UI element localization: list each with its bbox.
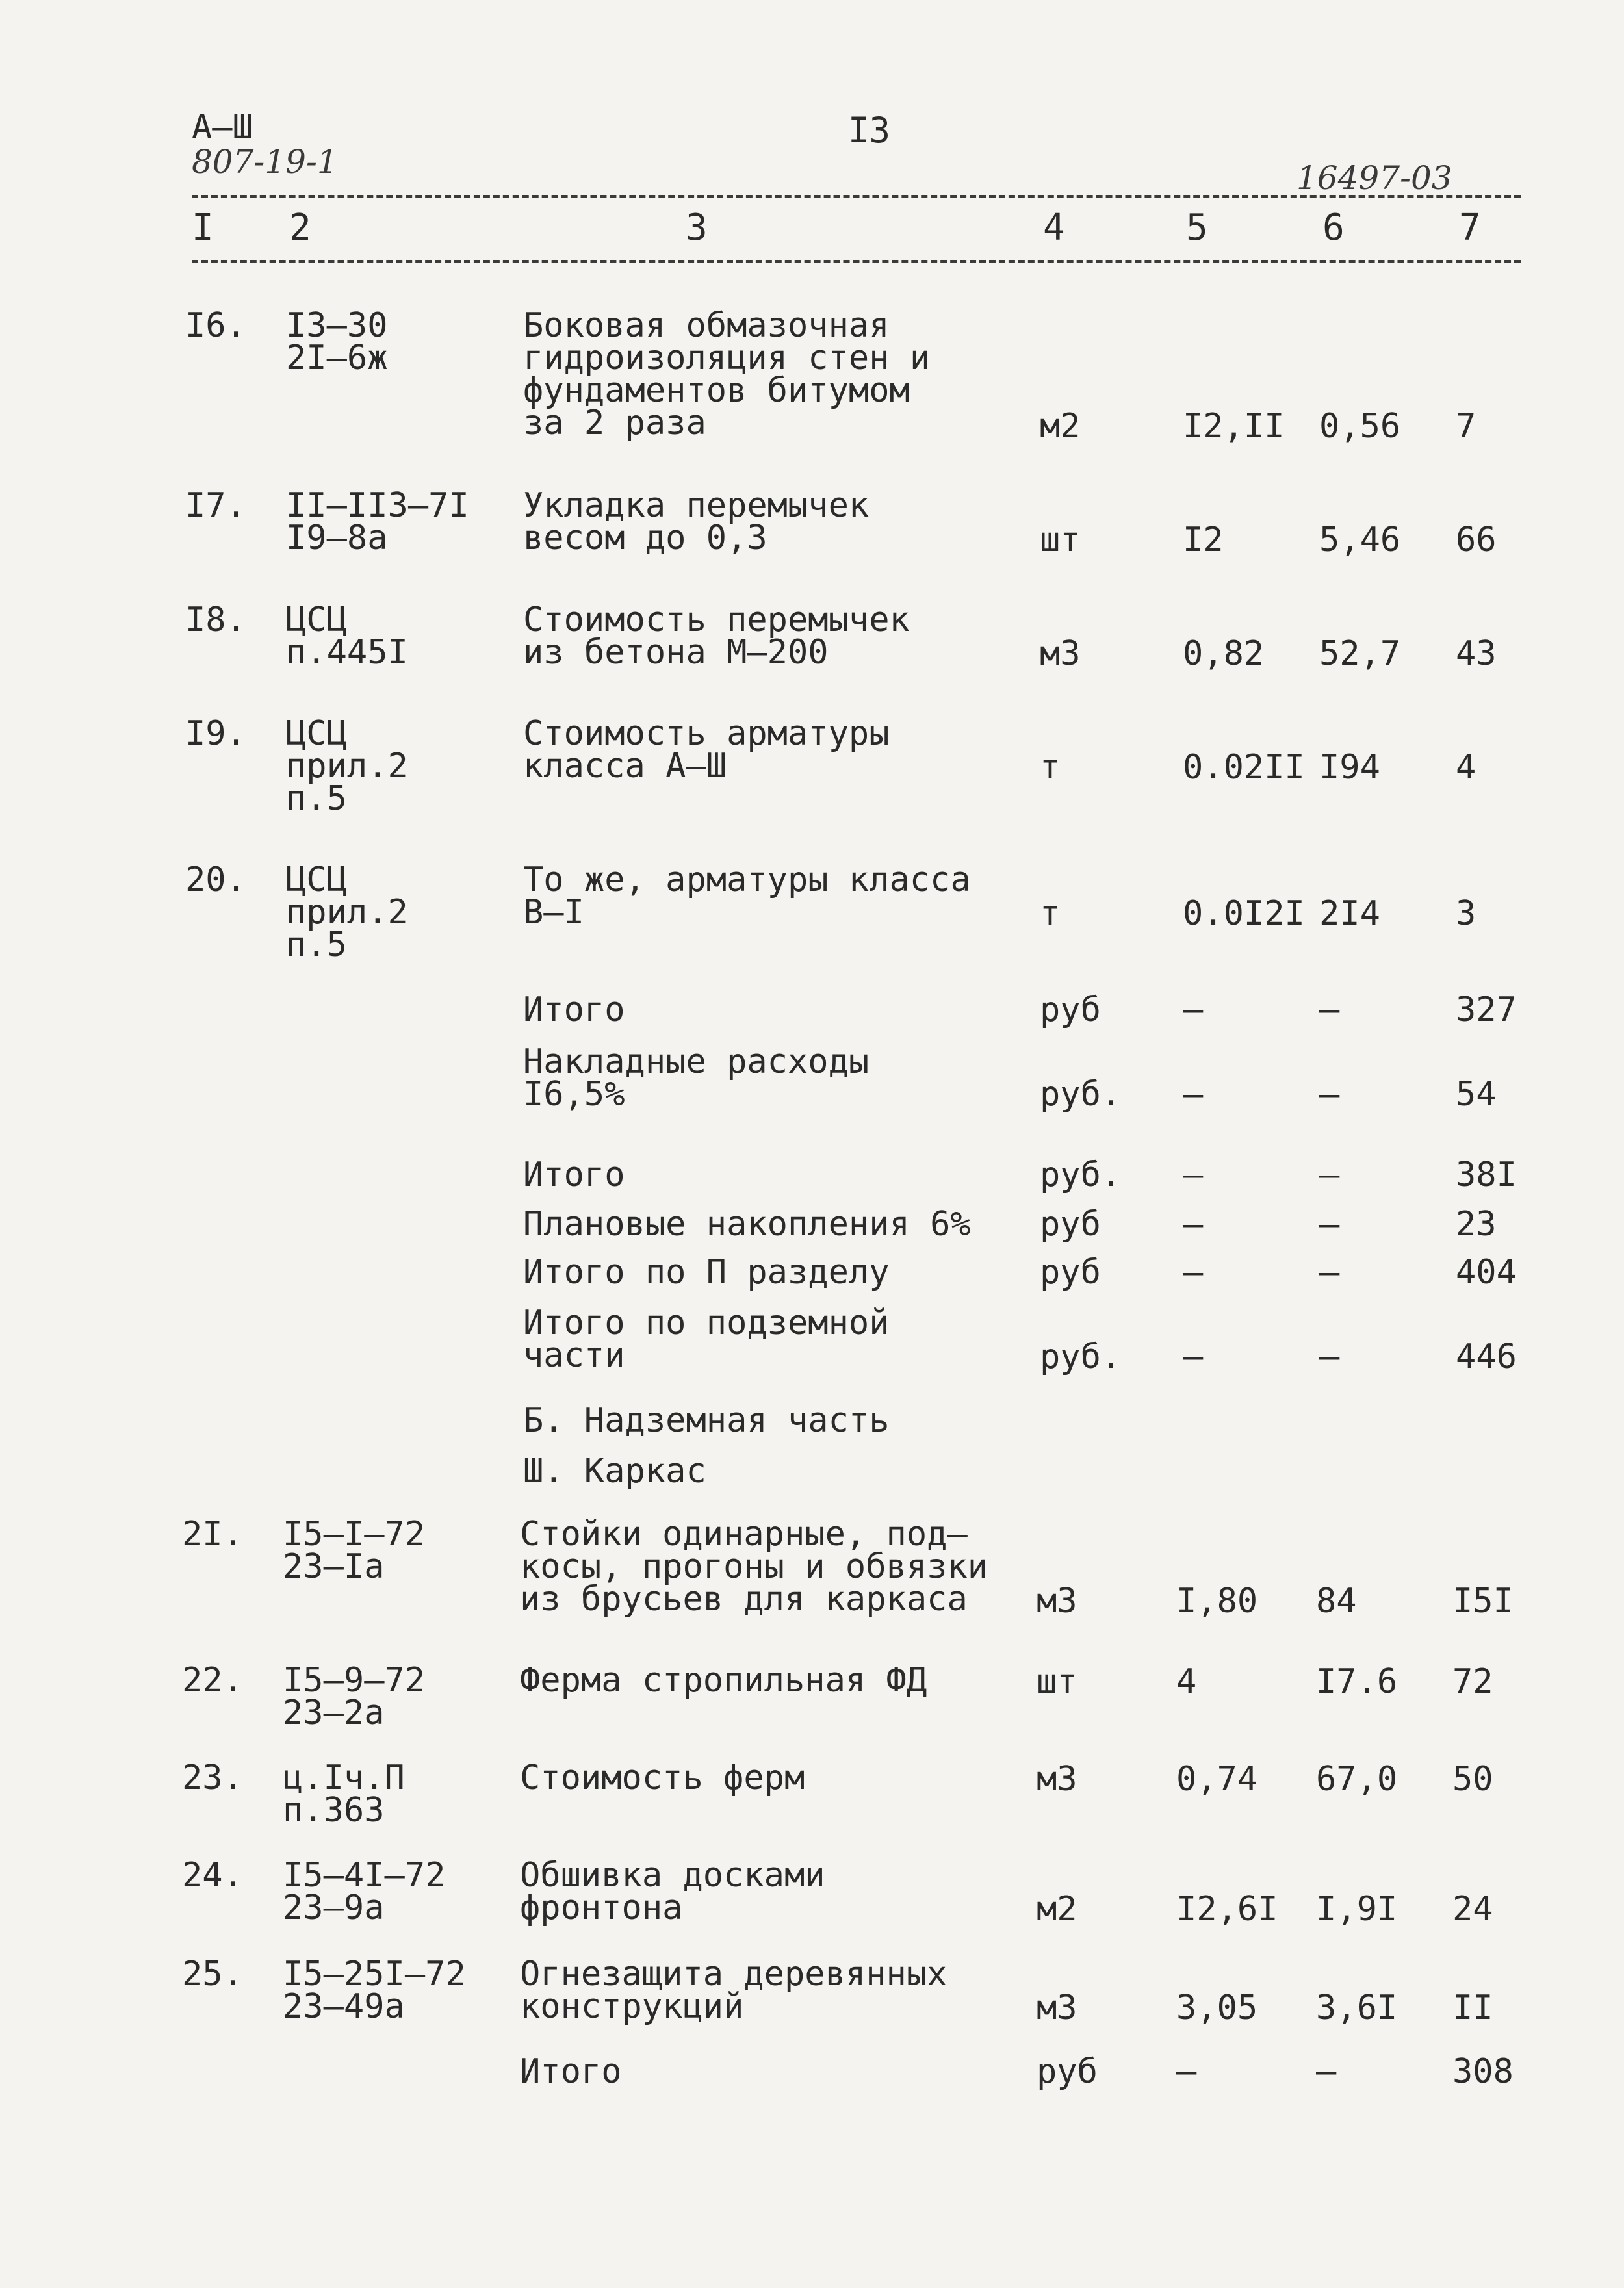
row-code-line: I5–25I–72 [283, 1955, 466, 1994]
column-header-3: 3 [686, 207, 708, 249]
row-price: I94 [1319, 748, 1380, 787]
summary-qty: – [1183, 1337, 1204, 1376]
row-desc-line: за 2 раза [523, 404, 706, 443]
summary-total: 404 [1456, 1253, 1517, 1292]
row-qty: 3,05 [1176, 1988, 1258, 2027]
row-desc-line: Укладка перемычек [523, 486, 870, 525]
row-price: 84 [1316, 1582, 1357, 1621]
summary-label: Плановые накопления 6% [523, 1205, 971, 1244]
row-code-line: п.445I [286, 633, 408, 672]
row-total: 4 [1456, 748, 1476, 787]
row-price: 2I4 [1319, 894, 1380, 933]
row-code-line: прил.2 [286, 893, 408, 932]
row-unit: шт [1037, 1662, 1077, 1701]
row-code-line: ЦСЦ [286, 714, 347, 753]
header-bottom-divider [192, 260, 1521, 263]
row-unit: т [1040, 894, 1061, 933]
row-price: 67,0 [1316, 1760, 1398, 1799]
row-code-line: ЦСЦ [286, 860, 347, 899]
row-price: I,9I [1316, 1890, 1398, 1929]
summary-qty: – [1183, 1155, 1204, 1194]
row-qty: I2 [1183, 521, 1224, 559]
summary-unit: руб [1040, 1205, 1101, 1244]
row-code-line: 23–49а [283, 1987, 405, 2026]
row-unit: м3 [1037, 1988, 1077, 2027]
row-number: I7. [185, 486, 246, 525]
row-code-line: 2I–6ж [286, 339, 388, 378]
summary-total: 446 [1456, 1337, 1517, 1376]
row-desc-line: Стойки одинарные, под– [520, 1515, 968, 1554]
summary-total: 38I [1456, 1155, 1517, 1194]
row-price: I7.6 [1316, 1662, 1398, 1701]
row-desc-line: Стоимость арматуры [523, 714, 890, 753]
summary-label: Итого по П разделу [523, 1253, 890, 1292]
row-code-line: 23–2а [283, 1693, 385, 1732]
page-number: I3 [848, 110, 891, 151]
row-unit: м3 [1037, 1582, 1077, 1621]
summary-unit: руб. [1040, 1337, 1122, 1376]
summary-price: – [1319, 1075, 1340, 1114]
row-desc-line: весом до 0,3 [523, 519, 767, 558]
row-unit: м2 [1037, 1890, 1077, 1929]
row-code-line: II–II3–7I [286, 486, 469, 525]
summary-unit: руб [1037, 2052, 1098, 2091]
summary-total: 327 [1456, 990, 1517, 1029]
row-code-line: I5–I–72 [283, 1515, 426, 1554]
row-unit: м3 [1040, 634, 1081, 673]
row-number: I6. [185, 306, 246, 345]
row-price: 52,7 [1319, 634, 1401, 673]
summary-label: Итого по подземной [523, 1304, 890, 1343]
row-total: I5I [1452, 1582, 1514, 1621]
summary-unit: руб [1040, 990, 1101, 1029]
row-desc-line: фундаментов битумом [523, 371, 910, 410]
row-number: 22. [182, 1661, 243, 1700]
series-code: А–Ш [192, 108, 253, 147]
summary-price: – [1319, 1337, 1340, 1376]
column-header-2: 2 [289, 207, 311, 249]
row-desc-line: из бетона М–200 [523, 633, 829, 672]
row-desc-line: из брусьев для каркаса [520, 1580, 968, 1619]
summary-qty: – [1183, 1253, 1204, 1292]
summary-total: 54 [1456, 1075, 1497, 1114]
row-code-line: п.5 [286, 925, 347, 964]
row-code-line: I5–4I–72 [283, 1856, 446, 1895]
row-total: 7 [1456, 407, 1476, 446]
row-code-line: I5–9–72 [283, 1661, 426, 1700]
summary-total: 308 [1452, 2052, 1514, 2091]
row-unit: т [1040, 748, 1061, 787]
row-number: 25. [182, 1955, 243, 1994]
row-number: I9. [185, 714, 246, 753]
row-desc-line: В–I [523, 893, 584, 932]
summary-label: Итого [520, 2052, 622, 2091]
row-code-line: п.5 [286, 779, 347, 818]
row-total: 24 [1452, 1890, 1493, 1929]
row-qty: 0.0I2I [1183, 894, 1305, 933]
row-total: 43 [1456, 634, 1497, 673]
summary-unit: руб [1040, 1253, 1101, 1292]
row-number: 20. [185, 860, 246, 899]
summary-qty: – [1183, 990, 1204, 1029]
row-desc-line: Стоимость перемычек [523, 600, 910, 639]
column-header-4: 4 [1043, 207, 1065, 249]
summary-label: Итого [523, 990, 625, 1029]
row-qty: 0,74 [1176, 1760, 1258, 1799]
header-top-divider [192, 195, 1521, 198]
row-price: 0,56 [1319, 407, 1401, 446]
row-total: 3 [1456, 894, 1476, 933]
row-number: 23. [182, 1758, 243, 1797]
summary-price: – [1316, 2052, 1337, 2091]
row-qty: 0,82 [1183, 634, 1265, 673]
row-code-line: I9–8а [286, 519, 388, 558]
summary-label: Итого [523, 1155, 625, 1194]
row-desc-line: фронтона [520, 1888, 683, 1927]
row-desc-line: Обшивка досками [520, 1856, 825, 1895]
column-header-1: I [192, 207, 214, 249]
summary-total: 23 [1456, 1205, 1497, 1244]
summary-unit: руб. [1040, 1075, 1122, 1114]
summary-qty: – [1176, 2052, 1197, 2091]
column-header-5: 5 [1186, 207, 1208, 249]
row-code-line: ц.Iч.П [283, 1758, 405, 1797]
row-code-line: 23–Iа [283, 1547, 385, 1586]
row-qty: 0.02II [1183, 748, 1305, 787]
summary-unit: руб. [1040, 1155, 1122, 1194]
handwritten-doc-number: 807-19-1 [192, 143, 338, 181]
row-total: II [1452, 1988, 1493, 2027]
row-desc-line: Огнезащита деревянных [520, 1955, 947, 1994]
row-price: 5,46 [1319, 521, 1401, 559]
row-code-line: I3–30 [286, 306, 388, 345]
summary-label: Накладные расходы [523, 1042, 870, 1081]
row-desc-line: класса А–Ш [523, 747, 727, 786]
row-number: 24. [182, 1856, 243, 1895]
row-code-line: прил.2 [286, 747, 408, 786]
summary-label: I6,5% [523, 1075, 625, 1114]
summary-qty: – [1183, 1205, 1204, 1244]
row-desc-line: гидроизоляция стен и [523, 339, 931, 378]
summary-price: – [1319, 1253, 1340, 1292]
row-total: 50 [1452, 1760, 1493, 1799]
row-total: 72 [1452, 1662, 1493, 1701]
summary-price: – [1319, 1155, 1340, 1194]
row-qty: I,80 [1176, 1582, 1258, 1621]
row-desc-line: косы, прогоны и обвязки [520, 1547, 988, 1586]
row-code-line: ЦСЦ [286, 600, 347, 639]
summary-label: части [523, 1336, 625, 1375]
subsection-heading: Ш. Каркас [523, 1452, 706, 1491]
row-desc-line: Боковая обмазочная [523, 306, 890, 345]
column-header-6: 6 [1322, 207, 1345, 249]
row-unit: м3 [1037, 1760, 1077, 1799]
row-number: 2I. [182, 1515, 243, 1554]
row-qty: I2,6I [1176, 1890, 1278, 1929]
section-heading: Б. Надземная часть [523, 1401, 890, 1440]
row-desc-line: Ферма стропильная ФД [520, 1661, 927, 1700]
row-number: I8. [185, 600, 246, 639]
summary-price: – [1319, 990, 1340, 1029]
row-qty: I2,II [1183, 407, 1285, 446]
row-code-line: 23–9а [283, 1888, 385, 1927]
summary-price: – [1319, 1205, 1340, 1244]
handwritten-reference: 16497-03 [1296, 159, 1452, 197]
row-desc-line: конструкций [520, 1987, 744, 2026]
row-qty: 4 [1176, 1662, 1197, 1701]
row-unit: шт [1040, 521, 1081, 559]
row-desc-line: То же, арматуры класса [523, 860, 971, 899]
summary-qty: – [1183, 1075, 1204, 1114]
row-unit: м2 [1040, 407, 1081, 446]
column-header-7: 7 [1459, 207, 1481, 249]
row-desc-line: Стоимость ферм [520, 1758, 805, 1797]
row-code-line: п.363 [283, 1791, 385, 1830]
row-total: 66 [1456, 521, 1497, 559]
row-price: 3,6I [1316, 1988, 1398, 2027]
